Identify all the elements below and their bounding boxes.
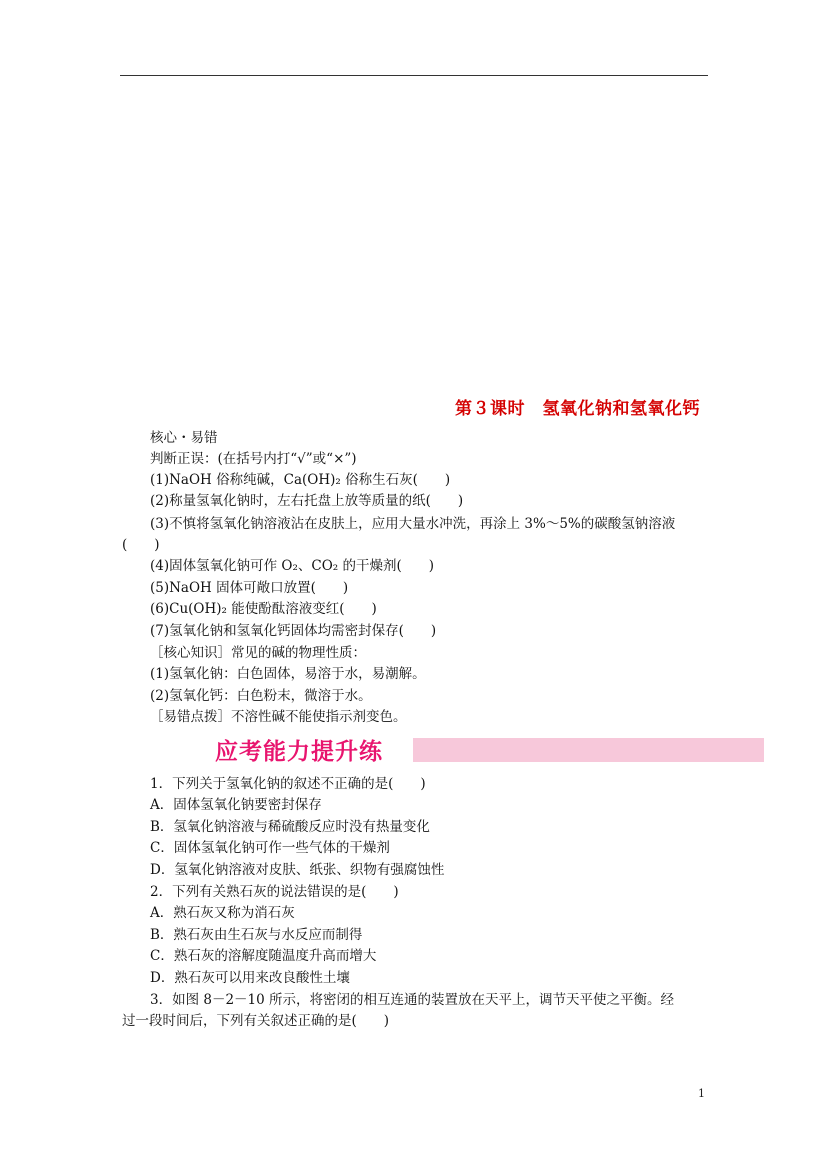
judge-item-continued: ( ) — [122, 537, 160, 553]
knowledge-item: (1)氢氧化钠：白色固体，易溶于水，易潮解。 — [150, 666, 426, 682]
section-banner — [153, 734, 764, 765]
question-stem: 2．下列有关熟石灰的说法错误的是( ) — [150, 884, 399, 900]
page-number: 1 — [698, 1087, 705, 1100]
question-option: C．固体氢氧化钠可作一些气体的干燥剂 — [150, 840, 390, 856]
banner-bar — [413, 738, 764, 762]
judge-item: (1)NaOH 俗称纯碱，Ca(OH)₂ 俗称生石灰( ) — [150, 472, 451, 488]
question-option: D．氢氧化钠溶液对皮肤、纸张、织物有强腐蚀性 — [150, 862, 445, 878]
question-option: D．熟石灰可以用来改良酸性土壤 — [150, 970, 350, 986]
section-heading: 核心・易错 — [150, 430, 218, 446]
judge-item: (5)NaOH 固体可敞口放置( ) — [150, 580, 349, 596]
question-stem: 1．下列关于氢氧化钠的叙述不正确的是( ) — [150, 776, 426, 792]
judge-item: (2)称量氢氧化钠时，左右托盘上放等质量的纸( ) — [150, 493, 464, 509]
knowledge-item: (2)氢氧化钙：白色粉末，微溶于水。 — [150, 688, 372, 704]
judge-item: (6)Cu(OH)₂ 能使酚酞溶液变红( ) — [150, 601, 377, 617]
question-option: B．熟石灰由生石灰与水反应而制得 — [150, 927, 363, 943]
question-option: C．熟石灰的溶解度随温度升高而增大 — [150, 948, 377, 964]
question-option: A．固体氢氧化钠要密封保存 — [150, 797, 322, 813]
banner-label: 应考能力提升练 — [215, 739, 383, 765]
question-stem: 3．如图 8－2－10 所示，将密闭的相互连通的装置放在天平上，调节天平使之平衡。经 — [150, 992, 675, 1008]
question-stem-continued: 过一段时间后，下列有关叙述正确的是( ) — [122, 1013, 390, 1029]
judge-item: (4)固体氢氧化钠可作 O₂、CO₂ 的干燥剂( ) — [150, 558, 435, 574]
error-tip: ［易错点拨］不溶性碱不能使指示剂变色。 — [150, 709, 407, 725]
instruction: 判断正误：(在括号内打“√”或“×”) — [150, 451, 357, 467]
question-option: B．氢氧化钠溶液与稀硫酸反应时没有热量变化 — [150, 819, 430, 835]
header-rule — [120, 75, 708, 76]
judge-item: (3)不慎将氢氧化钠溶液沾在皮肤上，应用大量水冲洗，再涂上 3%～5%的碳酸氢钠溶液 — [150, 516, 676, 532]
core-knowledge: ［核心知识］常见的碱的物理性质： — [150, 645, 366, 661]
question-option: A．熟石灰又称为消石灰 — [150, 905, 295, 921]
judge-item: (7)氢氧化钠和氢氧化钙固体均需密封保存( ) — [150, 623, 437, 639]
lesson-title: 第３课时 氢氧化钠和氢氧化钙 — [455, 399, 700, 419]
